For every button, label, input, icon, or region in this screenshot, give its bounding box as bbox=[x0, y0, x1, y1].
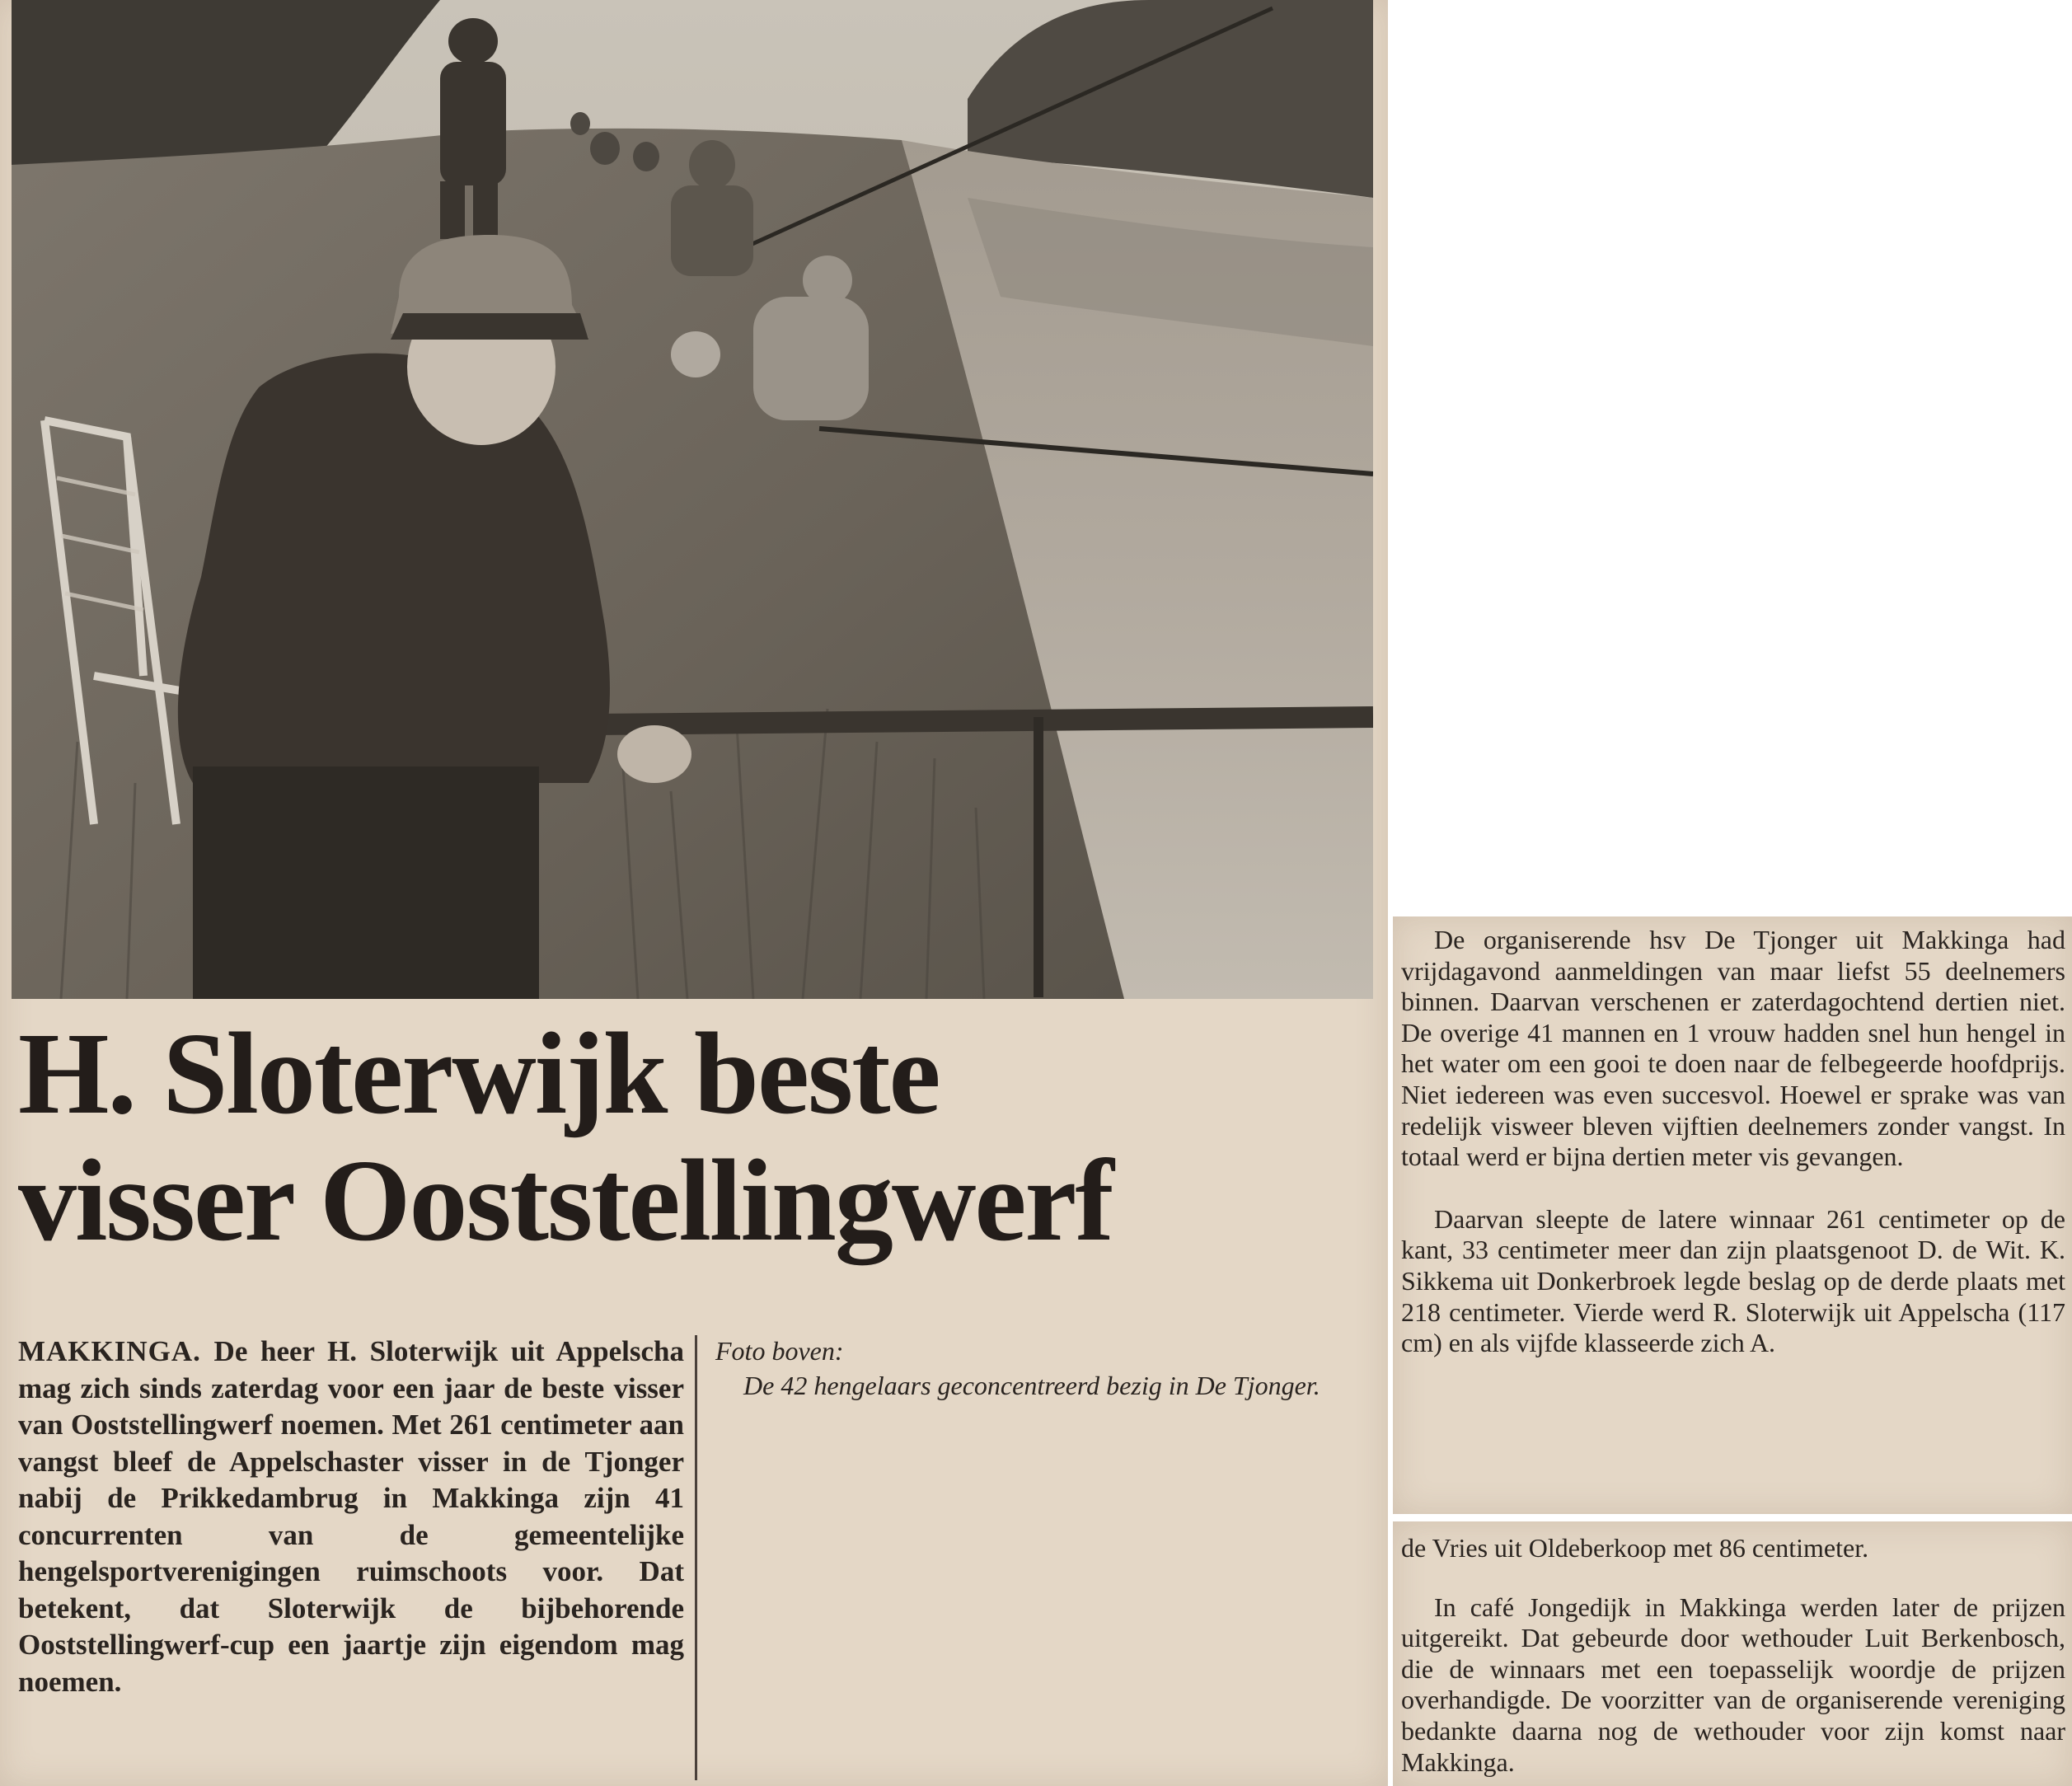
caption-text: De 42 hengelaars geconcentreerd bezig in De Tjonger. bbox=[743, 1371, 1320, 1400]
lead-dateline: MAKKINGA. bbox=[18, 1335, 201, 1367]
caption-label: Foto boven: bbox=[715, 1336, 844, 1366]
column-rule bbox=[695, 1335, 697, 1780]
photo-caption bbox=[715, 1334, 1366, 1403]
article-paragraph-1: De organiserende hsv De Tjonger uit Makkinga had vrijdagavond aanmeldingen van maar liefst 55 deelnemers binnen. Daarvan verschenen er zaterdagochtend dertien niet. De overige 41 mannen en 1 vrouw hadden snel hun hengel in het water om een gooi te doen naar de felbegeerde hoofdprijs. Niet iedereen was even succesvol. Hoewel er sprake was van redelijk visweer bleven vijftien deelnemers zonder vangst. In totaal werd er bijna dertien meter vis gevangen. bbox=[1401, 925, 2065, 1172]
photo-fishermen-illustration bbox=[12, 0, 1373, 999]
article-lead bbox=[18, 1334, 684, 1700]
article-column-top bbox=[1401, 925, 2065, 1359]
article-paragraph-3: In café Jongedijk in Makkinga werden later de prijzen uitgereikt. Dat gebeurde door wethouder Luit Berkenbosch, die de winnaars met een toepasselijk woordje de prijzen overhandigde. De voorzitter van de organiserende vereniging bedankte daarna nog de wethouder voor zijn komst naar Makkinga. bbox=[1401, 1591, 2065, 1777]
article-photo bbox=[12, 0, 1373, 999]
lead-body: De heer H. Sloterwijk uit Appelscha mag zich sinds zaterdag voor een jaar de beste visser van Ooststellingwerf noemen. Met 261 centimeter aan vangst bleef de Appelschaster visser in de Tjonger nabij de Prikkedambrug in Makkinga zijn 41 concurrenten van de gemeentelijke hengelsportverenigingen ruimschoots voor. Dat betekent, dat Sloterwijk de bijbehorende Ooststellingwerf-cup een jaartje zijn eigendom mag noemen. bbox=[18, 1335, 684, 1698]
headline-line-1: H. Sloterwijk beste bbox=[18, 1008, 940, 1138]
article-paragraph-2-continued: de Vries uit Oldeberkoop met 86 centimeter. bbox=[1401, 1533, 1869, 1563]
article-headline bbox=[18, 1010, 1370, 1263]
headline-line-2: visser Ooststellingwerf bbox=[18, 1135, 1113, 1265]
article-paragraph-2: Daarvan sleepte de latere winnaar 261 centimeter op de kant, 33 centimeter meer dan zijn plaatsgenoot D. de Wit. K. Sikkema uit Donkerbroek legde beslag op de derde plaats met 218 centimeter. Vierde werd R. Sloterwijk uit Appelscha (117 cm) en als vijfde klasseerde zich A. bbox=[1401, 1203, 2065, 1358]
article-column-bottom bbox=[1401, 1533, 2065, 1778]
